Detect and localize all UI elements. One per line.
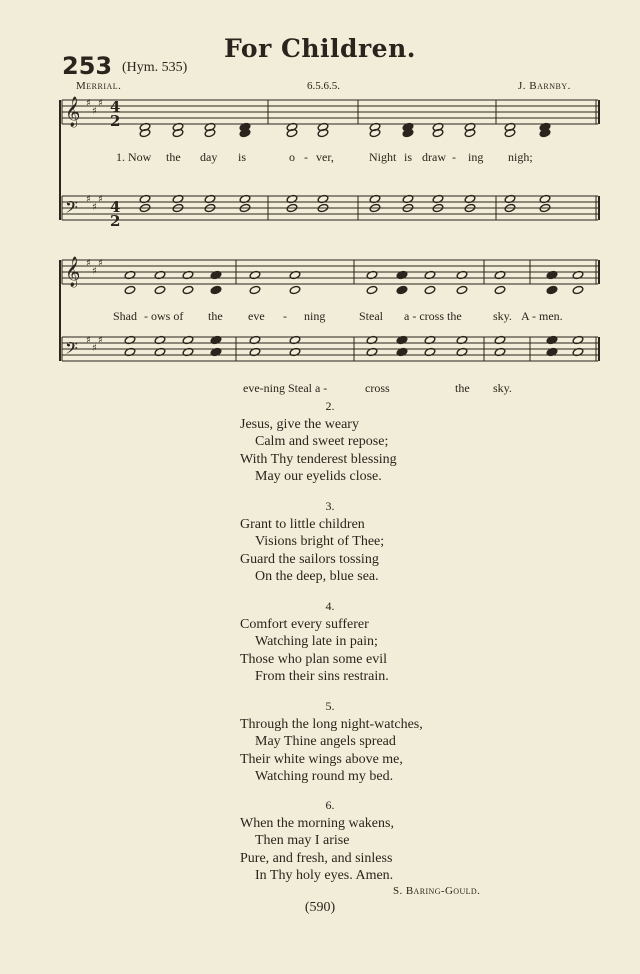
hymn-reference: (Hym. 535) [122,60,188,75]
lyric: is [404,150,413,164]
verse-line: On the deep, blue sea. [255,569,379,584]
sharp-icon: ♯ [98,194,103,205]
verse-line: Comfort every sufferer [240,616,369,632]
verse-line: With Thy tenderest blessing [240,451,397,467]
note-head [154,285,166,294]
sharp-icon: ♯ [92,266,97,277]
hymn-number: 253 [62,52,113,80]
time-signature-top-2: 4 [110,198,121,216]
note-head [210,285,222,294]
lyric: Night [369,150,397,164]
verse-5 [240,698,423,786]
note-head [546,285,558,294]
composer: J. Barnby. [518,80,571,92]
lyric: - [304,150,308,164]
time-signature-bottom-2: 2 [110,212,121,230]
verse-2 [240,398,420,486]
treble-clef-icon: 𝄞 [65,97,81,127]
note-head [396,285,408,294]
note-head [456,285,468,294]
sharp-icon: ♯ [92,106,97,117]
lyric: o [289,150,295,164]
lyric: is [238,150,247,164]
note-head [494,285,506,294]
time-signature-bottom-1: 2 [110,112,121,130]
verse-3 [240,498,420,586]
verse-number: 6. [325,798,335,812]
verse-line: In Thy holy eyes. Amen. [255,868,394,883]
sharp-icon: ♯ [86,194,91,205]
verse-number: 4. [325,599,335,613]
lyric: a - cross the [404,309,462,323]
verse-line: Through the long night-watches, [240,716,423,732]
music-score [0,0,640,400]
verse-number: 5. [325,699,335,713]
tune-name: Merrial. [76,80,122,92]
bass-clef-icon: 𝄢 [65,338,78,362]
sharp-icon: ♯ [86,335,91,346]
note-head [289,285,301,294]
lyric: cross [365,381,390,395]
lyric: ning [304,309,326,323]
lyric: eve-ning Steal a - [243,381,328,395]
note-head [572,285,584,294]
verse-line: Then may I arise [255,833,350,848]
lyric: ing [468,150,484,164]
lyric: day [200,150,218,164]
note-head [124,285,136,294]
lyric: the [166,150,181,164]
lyric: A - men. [521,309,563,323]
verse-line: When the morning wakens, [240,815,394,831]
sharp-icon: ♯ [92,202,97,213]
sharp-icon: ♯ [86,98,91,109]
page-number: (590) [304,900,336,915]
verse-line: Their white wings above me, [240,751,403,767]
sharp-icon: ♯ [86,258,91,269]
verse-line: Guard the sailors tossing [240,551,379,567]
lyric: eve [248,309,265,323]
author-credit: S. Baring-Gould. [393,885,481,897]
lyric: nigh; [508,150,533,164]
sharp-icon: ♯ [92,343,97,354]
lyric: sky. [493,309,512,323]
verse-number: 3. [325,499,335,513]
lyric: 1. Now [116,150,152,164]
verse-line: May our eyelids close. [255,469,382,484]
verse-line: Watching late in pain; [255,634,378,649]
section-title: For Children. [224,34,416,63]
lyric: ver, [316,150,334,164]
verse-line: Visions bright of Thee; [255,534,385,549]
sharp-icon: ♯ [98,98,103,109]
note-head [366,285,378,294]
verse-line: From their sins restrain. [255,669,389,684]
note-head [182,285,194,294]
lyric: the [455,381,470,395]
verse-line: Watching round my bed. [255,769,394,784]
lyric: - [283,309,287,323]
lyric: - ows of [144,309,184,323]
verse-line: Jesus, give the weary [240,416,359,432]
lyric: draw [422,150,446,164]
treble-clef-icon: 𝄞 [65,257,81,287]
verse-6 [240,797,420,885]
note-head [424,285,436,294]
lyric: - [452,150,456,164]
lyric: sky. [493,381,512,395]
verse-line: Those who plan some evil [240,651,387,667]
lyric: the [208,309,223,323]
lyric: Shad [113,309,137,323]
verse-4 [240,598,420,686]
lyric: Steal [359,309,383,323]
verse-line: Pure, and fresh, and sinless [240,850,393,866]
sharp-icon: ♯ [98,335,103,346]
bass-clef-icon: 𝄢 [65,197,78,221]
verse-line: Calm and sweet repose; [255,434,389,449]
sharp-icon: ♯ [98,258,103,269]
meter: 6.5.6.5. [307,80,340,92]
verse-number: 2. [325,399,335,413]
note-head [249,285,261,294]
time-signature-top-1: 4 [110,98,121,116]
verse-line: Grant to little children [240,516,365,532]
verse-line: May Thine angels spread [255,734,396,749]
